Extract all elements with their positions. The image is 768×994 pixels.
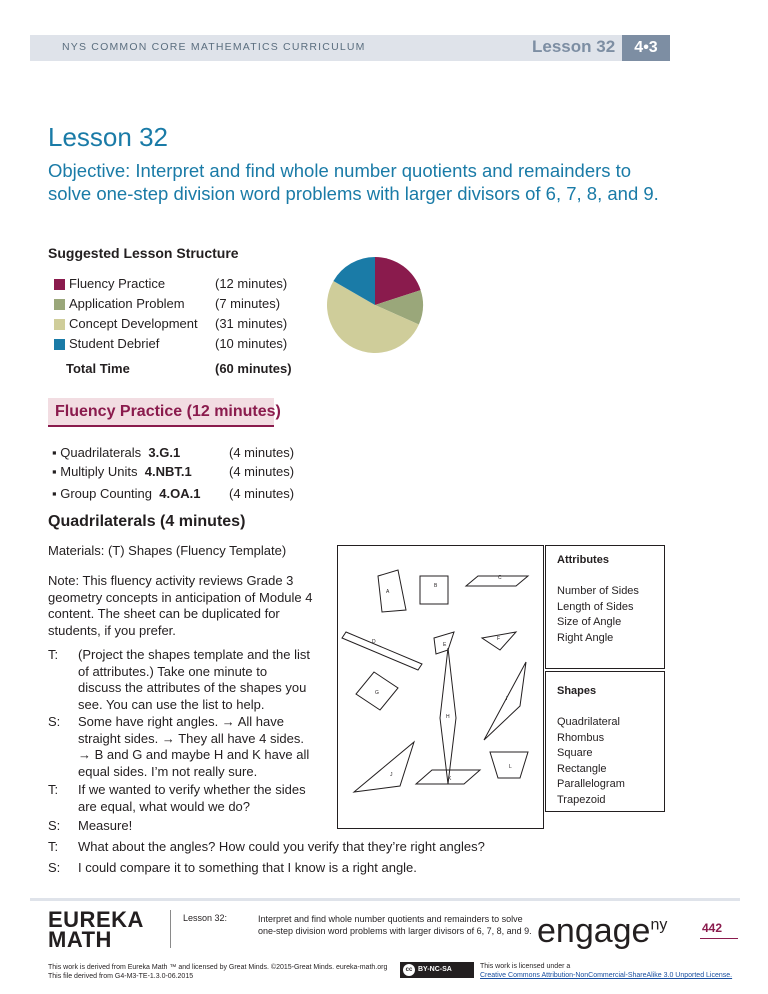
cc-license-link[interactable]: Creative Commons Attribution-NonCommercial-ShareAlike 3.0 Unported License. <box>480 972 733 979</box>
color-swatch <box>54 279 65 290</box>
fluency-item: ▪ Quadrilaterals 3.G.1 <box>52 445 181 460</box>
shape-label: L <box>509 764 512 770</box>
footer-description: Interpret and find whole number quotients and remainders to solve one-step division word problems with larger divisors of 6, 7, 8, and 9. <box>258 914 532 936</box>
dialogue-speaker: S: <box>48 818 61 833</box>
shapes-list-title: Shapes <box>557 685 597 697</box>
shape-label: H <box>446 714 450 720</box>
shape-label: E <box>443 642 447 648</box>
shape-label: D <box>372 639 376 645</box>
shape-a <box>378 570 406 612</box>
color-swatch <box>54 319 65 330</box>
dialogue-speaker: T: <box>48 839 59 854</box>
quadrilateral-shapes <box>338 546 543 828</box>
dialogue-text: If we wanted to verify whether the sides are equal, what would we do? <box>78 782 306 814</box>
cc-badge: cc BY-NC-SA <box>400 962 474 978</box>
lesson-title: Lesson 32 <box>48 122 168 152</box>
shape-label: B <box>434 583 438 589</box>
header-curriculum: NYS COMMON CORE MATHEMATICS CURRICULUM <box>62 41 366 53</box>
dialogue-speaker: S: <box>48 714 61 729</box>
shape-i <box>484 662 526 740</box>
eureka-math-logo: EUREKA MATH <box>48 907 144 952</box>
total-time: (60 minutes) <box>215 361 292 376</box>
shape-c <box>466 576 528 586</box>
shape-label: G <box>375 690 379 696</box>
fluency-item: ▪ Multiply Units 4.NBT.1 <box>52 464 192 479</box>
footer-separator <box>170 910 171 948</box>
attributes-list: Number of Sides Length of Sides Size of Angle Right Angle <box>557 585 639 644</box>
objective-line-1: Objective: Interpret and find whole number quotients and remainders to <box>48 160 632 181</box>
shape-label: C <box>498 575 502 581</box>
fluency-item-time: (4 minutes) <box>229 486 295 501</box>
engageny-logo: engage$^{ny}$ <box>537 912 668 950</box>
row-label: Application Problem <box>69 296 185 311</box>
fluency-item-time: (4 minutes) <box>229 445 295 460</box>
lesson-pie-chart <box>320 256 430 356</box>
dialogue-text: I could compare it to something that I know is a right angle. <box>78 860 417 875</box>
shape-label: J <box>390 772 393 778</box>
header-lesson: Lesson 32 <box>532 37 616 56</box>
fluency-item-time: (4 minutes) <box>229 464 295 479</box>
shape-label: A <box>386 589 390 595</box>
dialogue-speaker: T: <box>48 782 59 797</box>
shape-j <box>354 742 414 792</box>
color-swatch <box>54 299 65 310</box>
total-label: Total Time <box>66 361 130 376</box>
license-text: This work is derived from Eureka Math ™ and licensed by Great Minds. ©2015-Great Minds. eureka-math.org This file derived from G4-M3-TE-1.3.0-06.2015 <box>48 964 388 980</box>
footer-lesson: Lesson 32: <box>183 913 228 923</box>
materials: Materials: (T) Shapes (Fluency Template) <box>48 543 287 558</box>
shape-d <box>342 632 422 670</box>
dialogue-text: Measure! <box>78 818 133 833</box>
row-time: (10 minutes) <box>215 336 288 351</box>
page-underline <box>700 938 738 939</box>
dialogue-text: What about the angles? How could you verify that they’re right angles? <box>78 839 485 854</box>
row-time: (12 minutes) <box>215 276 288 291</box>
cc-license: This work is licensed under a Creative Commons Attribution-NonCommercial-ShareAlike 3.0 Unported License. <box>480 963 733 979</box>
shapes-list: Quadrilateral Rhombus Square Rectangle Parallelogram Trapezoid <box>557 716 625 806</box>
shapes-figure <box>337 545 544 829</box>
color-swatch <box>54 339 65 350</box>
shape-label: K <box>448 776 452 782</box>
objective <box>48 159 688 205</box>
shape-label: I <box>506 696 508 702</box>
shape-label: F <box>497 636 501 642</box>
row-label: Fluency Practice <box>69 276 166 291</box>
fluency-title: Fluency Practice (12 minutes) <box>55 403 281 420</box>
cc-icon: cc <box>403 964 415 976</box>
row-time: (7 minutes) <box>215 296 281 311</box>
page-number: 442 <box>702 921 723 935</box>
attributes-box <box>545 545 665 669</box>
row-label: Student Debrief <box>69 336 160 351</box>
header-module: 4•3 <box>622 35 670 61</box>
structure-title: Suggested Lesson Structure <box>48 245 239 261</box>
attributes-title: Attributes <box>557 554 609 566</box>
bullet-icon: ▪ <box>52 464 57 479</box>
footer-divider <box>30 898 740 901</box>
bullet-icon: ▪ <box>52 486 57 501</box>
dialogue-text: (Project the shapes template and the list of attributes.) Take one minute to discuss the attributes of the shapes you see. You can use the list to help. <box>78 647 310 712</box>
fluency-item: ▪ Group Counting 4.OA.1 <box>52 486 201 501</box>
row-time: (31 minutes) <box>215 316 288 331</box>
dialogue-text: Some have right angles. → All have straight sides. → They all have 4 sides. → B and G and maybe H and K have all equal sides. I’m not really sure. <box>78 714 310 779</box>
shapes-list-box <box>545 671 665 812</box>
dialogue-speaker: S: <box>48 860 61 875</box>
shape-b <box>420 576 448 604</box>
dialogue-speaker: T: <box>48 647 59 662</box>
objective-line-2: solve one-step division word problems with larger divisors of 6, 7, 8, and 9. <box>48 183 659 204</box>
note: Note: This fluency activity reviews Grade 3 geometry concepts in anticipation of Module 4 content. The sheet can be duplicated for students, if you prefer. <box>48 573 313 638</box>
quadrilaterals-heading: Quadrilaterals (4 minutes) <box>48 513 246 530</box>
row-label: Concept Development <box>69 316 198 331</box>
bullet-icon: ▪ <box>52 445 57 460</box>
